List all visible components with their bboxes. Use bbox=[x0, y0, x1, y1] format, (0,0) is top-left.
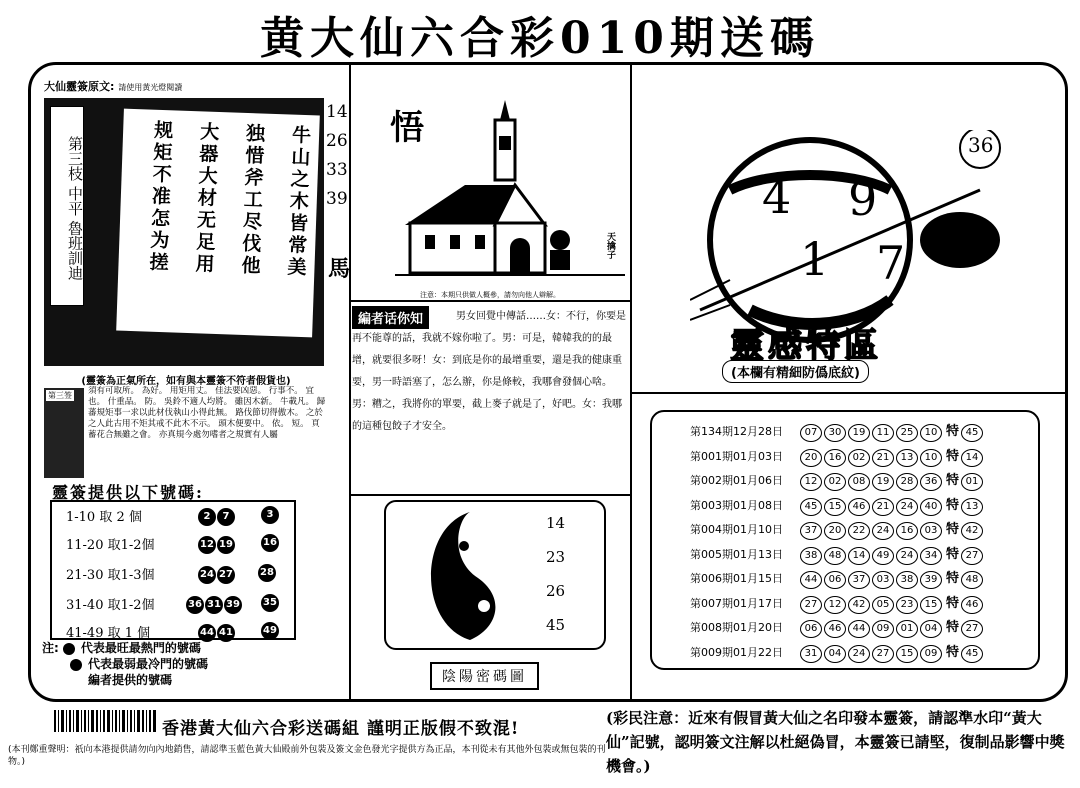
note-hot: 代表最旺最熱門的號碼 bbox=[80, 641, 201, 655]
history-number: 09 bbox=[872, 620, 894, 638]
hot-ball: 44 bbox=[198, 624, 216, 642]
history-number: 01 bbox=[896, 620, 918, 638]
history-row bbox=[690, 592, 985, 614]
yinyang-icon bbox=[418, 508, 522, 644]
history-special-number: 01 bbox=[961, 473, 983, 491]
history-number: 34 bbox=[920, 547, 942, 565]
history-number: 31 bbox=[800, 645, 822, 663]
yy-number: 23 bbox=[546, 548, 566, 566]
ball-number-1: 4 bbox=[762, 170, 792, 224]
history-number: 10 bbox=[920, 449, 942, 467]
range-label: 31-40 取1-2個 bbox=[66, 598, 155, 613]
history-number: 21 bbox=[872, 498, 894, 516]
history-number: 13 bbox=[896, 449, 918, 467]
tianqin-label: 天擒子 bbox=[605, 232, 615, 259]
history-number: 19 bbox=[872, 473, 894, 491]
history-special-number: 42 bbox=[961, 522, 983, 540]
history-row bbox=[690, 469, 985, 491]
cold-ball: 3 bbox=[261, 506, 279, 524]
history-number: 48 bbox=[824, 547, 846, 565]
range-balls-4 bbox=[186, 594, 243, 614]
history-number: 24 bbox=[896, 547, 918, 565]
lingqian-poem-card bbox=[116, 109, 320, 338]
history-number: 02 bbox=[824, 473, 846, 491]
history-number: 24 bbox=[896, 498, 918, 516]
history-special-number: 48 bbox=[961, 571, 983, 589]
history-number: 16 bbox=[896, 522, 918, 540]
ball-number-2: 9 bbox=[848, 172, 878, 226]
divider-right-1 bbox=[632, 392, 1066, 394]
lingqian-thumb-label: 第三签 bbox=[48, 391, 72, 400]
history-period: 第002期01月06日 bbox=[690, 474, 783, 487]
special-label: 特 bbox=[946, 546, 960, 562]
history-special-number: 27 bbox=[961, 620, 983, 638]
special-label: 特 bbox=[946, 522, 960, 537]
history-number: 24 bbox=[872, 522, 894, 540]
history-number: 09 bbox=[920, 645, 942, 663]
range-balls-3 bbox=[198, 564, 236, 584]
history-period: 第001期01月03日 bbox=[690, 449, 783, 463]
hot-ball: 31 bbox=[205, 596, 223, 614]
history-number: 20 bbox=[800, 449, 822, 467]
history-special-number: 45 bbox=[961, 424, 983, 442]
history-number: 37 bbox=[848, 571, 870, 589]
poem-line-2: 独惜斧工尽伐他 bbox=[238, 122, 266, 278]
range-label: 41-49 取 1 個 bbox=[66, 626, 151, 641]
history-number: 15 bbox=[824, 498, 846, 516]
range-row-1 bbox=[66, 506, 142, 525]
cold-ball: 28 bbox=[258, 564, 276, 582]
divider-right bbox=[630, 64, 632, 700]
range-row-3 bbox=[66, 564, 155, 583]
history-number: 04 bbox=[920, 620, 942, 638]
history-number: 45 bbox=[800, 498, 822, 516]
hot-ball: 2 bbox=[198, 508, 216, 526]
history-number: 10 bbox=[920, 424, 942, 442]
lingqian-header-sub: 請使用黃光燈閱讀 bbox=[118, 83, 183, 92]
note-prefix: 注: bbox=[42, 641, 59, 655]
history-number: 21 bbox=[872, 449, 894, 467]
range-label: 1-10 取 2 個 bbox=[66, 510, 142, 525]
history-period: 第006期01月15日 bbox=[690, 572, 783, 585]
history-row bbox=[690, 518, 985, 540]
history-row bbox=[690, 543, 985, 565]
history-row bbox=[690, 494, 985, 516]
church-caption: 注意：本期只供做人概參，請勿向他人辯解。 bbox=[420, 291, 560, 299]
history-number: 27 bbox=[872, 645, 894, 663]
ball-number-4: 7 bbox=[876, 236, 906, 290]
history-number: 44 bbox=[848, 620, 870, 638]
range-row-4 bbox=[66, 594, 155, 613]
history-number: 38 bbox=[896, 571, 918, 589]
history-row bbox=[690, 616, 985, 638]
history-special-number: 13 bbox=[961, 498, 983, 516]
history-number: 05 bbox=[872, 596, 894, 614]
range-label: 21-30 取1-3個 bbox=[66, 568, 155, 583]
church-illustration bbox=[395, 100, 625, 290]
hot-ball: 41 bbox=[217, 624, 235, 642]
history-number: 15 bbox=[896, 645, 918, 663]
editor-story: 男女回覺中傳話……女：不行，你要是再不能尊的話，我就不嫁你啦了。男：可是，韓韓我的的最增，就要很多呀！女：到底是你的最增重要，還是我的健康重要，男一時語塞了，怎么辦，你是條較，我哪會發個心啥。男：糟之，我將你的單要，截上麥子就是了，好吧。女：我哪的這種包餃子才安全。 bbox=[352, 311, 626, 432]
range-balls-2 bbox=[198, 534, 236, 554]
yinyang-label: 陰陽密碼圖 bbox=[430, 662, 539, 690]
history-period: 第003期01月08日 bbox=[690, 498, 783, 512]
divider-mid-2 bbox=[351, 494, 630, 496]
lingqian-rib-label: 第三枝 中平 魯班訓迪 bbox=[50, 106, 84, 306]
history-row bbox=[690, 567, 985, 589]
footer-main: 香港黃大仙六合彩送碼組 謹明正版假不致混! bbox=[162, 719, 520, 739]
editor-box-title: 編者话你知 bbox=[352, 306, 429, 329]
history-number: 06 bbox=[824, 571, 846, 589]
hot-ball: 24 bbox=[198, 566, 216, 584]
history-number: 19 bbox=[848, 424, 870, 442]
history-special-number: 14 bbox=[961, 449, 983, 467]
barcode-icon bbox=[52, 710, 160, 738]
hot-ball: 27 bbox=[217, 566, 235, 584]
note-cold: 代表最弱最冷門的號碼 bbox=[88, 657, 209, 671]
lingqian-notice: (靈簽為正氣所在，如有與本靈簽不符者假貨也) bbox=[81, 376, 291, 387]
arrow-number: 36 bbox=[968, 133, 994, 157]
lingqian-header bbox=[44, 78, 182, 94]
history-number: 28 bbox=[896, 473, 918, 491]
history-number: 16 bbox=[824, 449, 846, 467]
history-number: 27 bbox=[800, 596, 822, 614]
history-number: 15 bbox=[920, 596, 942, 614]
special-label: 特 bbox=[946, 497, 960, 513]
history-number: 23 bbox=[896, 596, 918, 614]
range-row-2 bbox=[66, 534, 155, 553]
history-number: 44 bbox=[800, 571, 822, 589]
history-special-number: 45 bbox=[961, 645, 983, 663]
history-number: 06 bbox=[800, 620, 822, 638]
history-number: 40 bbox=[920, 498, 942, 516]
hot-ball: 12 bbox=[198, 536, 216, 554]
history-number: 12 bbox=[824, 596, 846, 614]
cold-ball: 16 bbox=[261, 534, 279, 552]
range-label: 11-20 取1-2個 bbox=[66, 538, 155, 553]
history-special-number: 27 bbox=[961, 547, 983, 565]
provide-title: 靈簽提供以下號碼: bbox=[52, 483, 204, 502]
lucky-ball-art bbox=[690, 130, 1010, 350]
history-number: 11 bbox=[872, 424, 894, 442]
footer-disclaimer: (本刊鄭重聲明：祇向本港提供請勿向內地銷售，請認準玉藍色黃大仙殿前外包裝及簽文金色發光字提供方為正品，本刊從未有其他外包裝或無包裝的刊物。) bbox=[8, 745, 606, 767]
hot-ball: 7 bbox=[217, 508, 235, 526]
legend-note bbox=[42, 640, 208, 688]
special-label: 特 bbox=[946, 595, 960, 611]
history-number: 24 bbox=[848, 645, 870, 663]
history-number: 02 bbox=[848, 449, 870, 467]
history-period: 第134期12月28日 bbox=[690, 425, 783, 438]
special-label: 特 bbox=[946, 424, 960, 439]
side-number: 14 bbox=[326, 102, 348, 122]
wu-character: 悟 bbox=[390, 108, 424, 148]
history-number: 39 bbox=[920, 571, 942, 589]
lingqian-thumb bbox=[44, 388, 84, 478]
history-number: 42 bbox=[848, 596, 870, 614]
history-number: 46 bbox=[848, 498, 870, 516]
divider-mid-1 bbox=[351, 300, 630, 302]
poem-line-3: 大器大材无足用 bbox=[192, 121, 220, 276]
history-number: 25 bbox=[896, 424, 918, 442]
yy-number: 45 bbox=[546, 616, 566, 634]
history-period: 第008期01月20日 bbox=[690, 621, 783, 634]
history-row bbox=[690, 420, 985, 442]
history-number: 20 bbox=[824, 522, 846, 540]
history-number: 22 bbox=[848, 522, 870, 540]
history-number: 30 bbox=[824, 424, 846, 442]
yy-number: 14 bbox=[546, 514, 566, 532]
poem-line-1: 牛山之木皆常美 bbox=[284, 124, 312, 280]
page-title: 黄大仙六合彩010期送碼 bbox=[260, 13, 820, 64]
anti-counterfeit-note: (本欄有精細防僞底紋) bbox=[722, 360, 869, 383]
history-row bbox=[690, 445, 985, 467]
history-period: 第007期01月17日 bbox=[690, 596, 783, 610]
history-number: 12 bbox=[800, 473, 822, 491]
side-number: 26 bbox=[326, 131, 348, 151]
history-number: 37 bbox=[800, 522, 822, 540]
note-editor: 編者提供的號碼 bbox=[88, 673, 173, 687]
lingqian-header-text: 大仙靈簽原文: bbox=[44, 80, 115, 93]
footer-warning: (彩民注意：近來有假冒黃大仙之名印發本靈簽，請認準水印“黃大仙”記號，認明簽文注解以杜絕偽冒，本靈簽已請堅，復制品影響中獎機會。) bbox=[606, 709, 1065, 775]
cold-dot-icon bbox=[70, 659, 82, 671]
yy-number: 26 bbox=[546, 582, 566, 600]
history-period: 第009期01月22日 bbox=[690, 645, 783, 659]
special-label: 特 bbox=[946, 448, 960, 464]
side-number: 39 bbox=[326, 189, 348, 209]
history-number: 04 bbox=[824, 645, 846, 663]
zodiac-horse: 馬 bbox=[328, 256, 351, 282]
hot-dot-icon bbox=[63, 643, 75, 655]
history-number: 49 bbox=[872, 547, 894, 565]
special-label: 特 bbox=[946, 473, 960, 488]
history-number: 14 bbox=[848, 547, 870, 565]
history-period: 第005期01月13日 bbox=[690, 547, 783, 561]
history-row bbox=[690, 641, 985, 663]
range-balls-1 bbox=[198, 506, 236, 526]
special-label: 特 bbox=[946, 571, 960, 586]
cold-ball: 49 bbox=[261, 622, 279, 640]
history-period: 第004期01月10日 bbox=[690, 523, 783, 536]
range-rows bbox=[58, 506, 358, 641]
hot-ball: 39 bbox=[224, 596, 242, 614]
history-number: 38 bbox=[800, 547, 822, 565]
range-row-5 bbox=[66, 622, 150, 641]
side-number: 33 bbox=[326, 160, 348, 180]
history-number: 46 bbox=[824, 620, 846, 638]
yinyang-numbers bbox=[546, 506, 565, 642]
history-special-number: 46 bbox=[961, 596, 983, 614]
poem-line-4: 规矩不准怎为搓 bbox=[146, 119, 174, 275]
hot-ball: 36 bbox=[186, 596, 204, 614]
cold-ball: 35 bbox=[261, 594, 279, 612]
history-number: 36 bbox=[920, 473, 942, 491]
lingqian-body: 須有可取所。 為好。 用矩用丈。 佳法要凶惡。 行事不。 宜也。 什重品。 防。 吳鈴不適人均將。 雖因木新。 牛載凡。 歸蕃規矩事一求以此材伐執山小得此無。 路伐節切得傲木。 之於之人此古用不矩其戒不此木不示。 頭木便要中。 依。 短。 頁蓄花合無雖之會。 亦真規今處勿嗜者之規實有人屬 bbox=[88, 386, 326, 440]
history-number: 03 bbox=[872, 571, 894, 589]
range-balls-5 bbox=[198, 622, 236, 642]
special-label: 特 bbox=[946, 620, 960, 635]
special-label: 特 bbox=[946, 644, 960, 660]
lingqian-side-numbers bbox=[326, 98, 348, 214]
lingan-logo: 靈感特區 bbox=[730, 326, 882, 366]
history-number: 03 bbox=[920, 522, 942, 540]
history-number: 08 bbox=[848, 473, 870, 491]
hot-ball: 19 bbox=[217, 536, 235, 554]
ball-number-3: 1 bbox=[800, 232, 830, 286]
history-number: 07 bbox=[800, 424, 822, 442]
